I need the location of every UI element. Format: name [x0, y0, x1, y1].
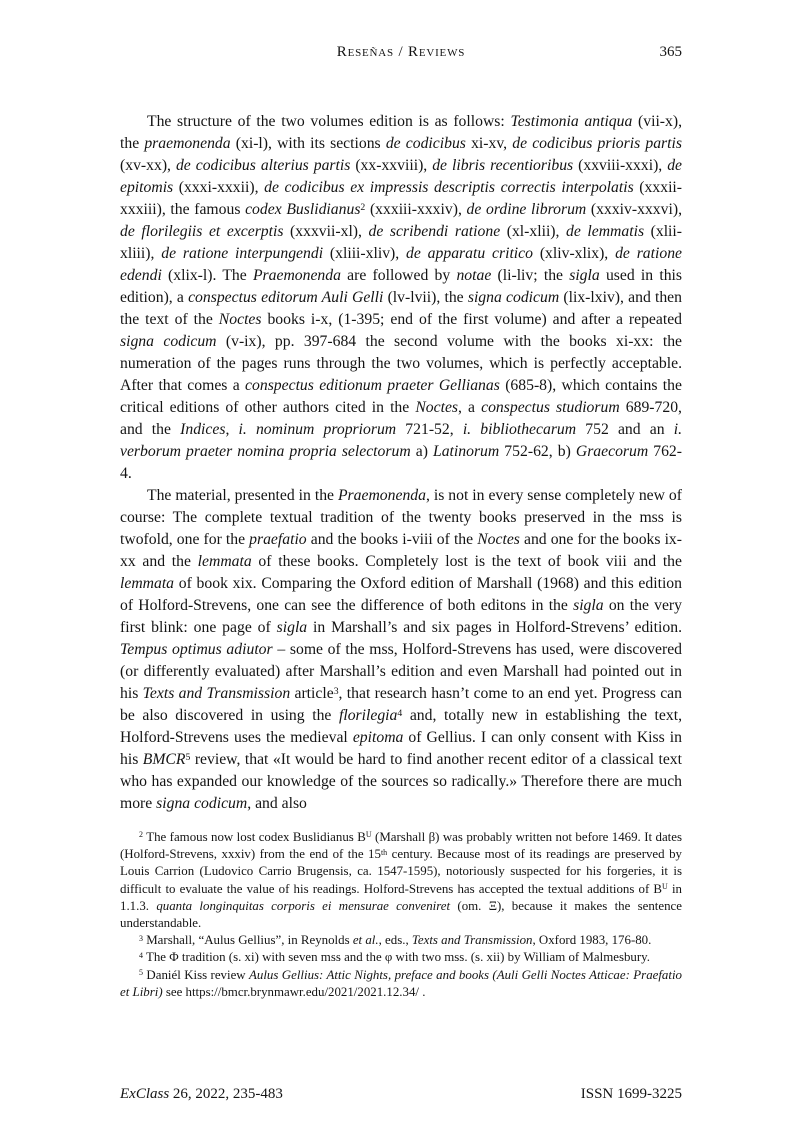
text-segment: and, totally new in establishing the text, Holford-Strevens uses the medieval [120, 707, 682, 746]
text-segment: , Oxford 1983, 176-80. [532, 933, 652, 948]
text-segment: review, that «It would be hard to find another recent editor of a classical text who has expanded our knowledge of the sources so radically.» Therefore there are much more [120, 751, 682, 812]
text-segment: BMCR [142, 751, 186, 768]
page-footer [120, 1086, 682, 1103]
text-segment: praemonenda [144, 135, 231, 152]
footnotes-section [120, 829, 682, 1001]
text-segment: (lix-lxiv), and then the text of the [120, 289, 682, 328]
issn-number: ISSN 1699-3225 [580, 1086, 682, 1102]
text-segment: (xv-xx), [120, 157, 176, 174]
text-segment: sigla [276, 619, 308, 636]
text-segment: , and also [247, 795, 307, 812]
text-segment: (xxxii-xxxiii), the famous [120, 179, 683, 218]
text-segment: 26, 2022, 235-483 [169, 1086, 283, 1102]
body-paragraph-2 [120, 485, 682, 815]
text-segment: Indices [180, 421, 226, 438]
text-segment: sigla [569, 267, 600, 284]
text-segment: are followed by [340, 267, 457, 284]
text-segment: xi-xv, [465, 135, 513, 152]
text-segment: Noctes [218, 311, 262, 328]
text-segment: see [162, 984, 186, 999]
text-segment: (xl-xlii), [500, 223, 567, 240]
text-segment: epitoma [352, 729, 404, 746]
text-segment: signa codicum [156, 795, 248, 812]
text-segment: The structure of the two volumes edition is as follows: [147, 113, 511, 130]
journal-reference [120, 1086, 283, 1103]
body-paragraph-1 [120, 111, 682, 485]
review-body [120, 111, 682, 815]
text-segment: , is not in every sense completely new of course: The complete textual tradition of the twenty books preserved in the mss is twofold, one for the [120, 487, 682, 548]
text-segment: Testimonia antiqua [510, 113, 633, 130]
text-segment: Latinorum [432, 443, 500, 460]
text-segment: conspectus editionum praeter Gellianas [245, 377, 500, 394]
text-segment: praefatio [249, 531, 307, 548]
text-segment: 752-62, b) [499, 443, 576, 460]
text-segment: signa codicum [467, 289, 560, 306]
text-segment: (xliv-xlix), [532, 245, 616, 262]
text-segment: century. Because most of its readings are preserved by Louis Carrion (Ludovico Carrio Brugensis, ca. 1547-1595), notoriously suspected for his forgeries, it is difficult to evaluate the value of his readings. Holford-Strevens has accepted the textual additions of B [120, 847, 682, 896]
text-segment: (xxxiii-xxxiv), [365, 201, 467, 218]
text-segment: de florilegiis et excerptis [120, 223, 284, 240]
footnote-5 [120, 967, 682, 1001]
text-segment: (xlii-xliii), [120, 223, 683, 262]
text-segment: in Marshall’s and six pages in Holford-Strevens’ edition. [307, 619, 682, 636]
page-number: 365 [659, 44, 682, 60]
text-segment: , [225, 421, 239, 438]
superscript-text: U [662, 882, 668, 892]
text-segment: The famous now lost codex Buslidianus B [143, 830, 366, 844]
text-segment: books i-x, (1-395; end of the first volume) and after a repeated [261, 311, 682, 328]
text-segment: de apparatu critico [406, 245, 533, 262]
footnote-number: 4 [139, 950, 143, 960]
text-segment: on the very first blink: one page of [120, 597, 682, 636]
footnote-3 [120, 932, 682, 949]
text-segment: Aulus Gellius: Attic Nights, preface and books (Auli Gelli Noctes Atticae: Praefatio et Libri) [120, 967, 682, 999]
text-segment: – some of the mss, Holford-Strevens has used, were discovered (or differently evaluated) after Marshall’s edition and even Marshall had pointed out in his [120, 641, 683, 702]
text-segment: i. verborum praeter nomina propria selectorum [120, 421, 682, 460]
text-segment: 689-720, and the [120, 399, 682, 438]
text-segment: de ratione edendi [120, 245, 683, 284]
text-segment: conspectus editorum Auli Gelli [188, 289, 384, 306]
text-segment: 752 and an [576, 421, 674, 438]
running-title: Reseñas / Reviews [336, 44, 466, 60]
text-segment: (xx-xxviii), [350, 157, 433, 174]
footnote-url: https://bmcr.brynmawr.edu/2021/2021.12.34/ [185, 984, 419, 999]
text-segment: lemmata [120, 575, 175, 592]
text-segment: Graecorum [575, 443, 649, 460]
text-segment: (v-ix), pp. 397-684 the second volume with the books xi-xx: the numeration of the pages runs through the two volumes, which is perfectly acceptable. After that comes a [120, 333, 683, 394]
text-segment: i. bibliothecarum [462, 421, 577, 438]
text-segment: de libris recentioribus [432, 157, 574, 174]
text-segment: de ratione interpungendi [161, 245, 324, 262]
footnote-number: 5 [139, 968, 143, 978]
footnote-2 [120, 829, 682, 932]
page-header [120, 44, 682, 64]
text-segment: i. nominum propriorum [238, 421, 397, 438]
text-segment: The Φ tradition (s. xi) with seven mss and the φ with two mss. (s. xii) by William of Malmesbury. [143, 950, 650, 965]
superscript-text: U [365, 830, 372, 840]
footnote-ref-5: 5 [185, 751, 191, 763]
footnote-number: 2 [139, 830, 143, 840]
text-segment: (lv-lvii), the [383, 289, 468, 306]
text-segment: (xliii-xliv), [323, 245, 407, 262]
text-segment: and the books i-viii of the [306, 531, 478, 548]
text-segment: (xlix-l). The [161, 267, 253, 284]
footnote-ref-3: 3 [333, 685, 339, 697]
text-segment: a) [410, 443, 433, 460]
text-segment: signa codicum [120, 333, 217, 350]
text-segment: quanta longinquitas corporis ei mensurae conveniret [156, 898, 451, 913]
text-segment: of these books. Completely lost is the text of book viii and the [251, 553, 682, 570]
text-segment: codex Buslidianus [245, 201, 361, 218]
text-segment: , that research hasn’t come to an end yet. Progress can be also discovered in using the [120, 685, 682, 724]
text-segment: de epitomis [120, 157, 683, 196]
text-segment: Tempus optimus adiutor [120, 641, 273, 658]
text-segment: de codicibus ex impressis descriptis correctis interpolatis [264, 179, 634, 196]
superscript-text: th [380, 847, 388, 857]
text-segment: de lemmatis [566, 223, 645, 240]
text-segment: Noctes [415, 399, 459, 416]
text-segment: , a [458, 399, 482, 416]
text-segment: lemmata [197, 553, 252, 570]
text-segment: used in this edition), a [120, 267, 683, 306]
text-segment: of Gellius. I can only consent with Kiss in his [120, 729, 682, 768]
text-segment: ExClass [120, 1086, 170, 1102]
text-segment: The material, presented in the [147, 487, 338, 504]
text-segment: conspectus studiorum [481, 399, 620, 416]
text-segment: , eds., [378, 933, 412, 948]
text-segment: (Marshall β) was probably written not before 1469. It dates (Holford-Strevens, xxxiv) from the end of the 15 [120, 830, 682, 862]
text-segment: (xxxiv-xxxvi), [586, 201, 682, 218]
text-segment: 721-52, [396, 421, 463, 438]
text-segment: (xxxi-xxxii), [173, 179, 265, 196]
text-segment: sigla [573, 597, 604, 614]
text-segment: article [290, 685, 334, 702]
text-segment: of book xix. Comparing the Oxford edition of Marshall (1968) and this edition of Holford-Strevens, one can see the difference of both editons in the [120, 575, 682, 614]
text-segment: Texts and Transmission [411, 933, 533, 948]
text-segment: (xxviii-xxxi), [573, 157, 668, 174]
text-segment: (xi-l), with its sections [230, 135, 386, 152]
text-segment: 762-4. [120, 443, 683, 482]
text-segment: Noctes [477, 531, 520, 548]
text-segment: . [418, 984, 426, 999]
text-segment: (xxxvii-xl), [283, 223, 369, 240]
footnote-4 [120, 949, 682, 966]
footnote-number: 3 [139, 933, 143, 943]
text-segment: de ordine librorum [466, 201, 587, 218]
text-segment: et al. [352, 933, 379, 948]
text-segment: (685-8), which contains the critical editions of other authors cited in the [120, 377, 682, 416]
text-segment: de codicibus alterius partis [175, 157, 351, 174]
text-segment: de scribendi ratione [368, 223, 501, 240]
text-segment: in 1.1.3. [120, 881, 683, 913]
text-segment: notae [456, 267, 492, 284]
text-segment: Marshall, “Aulus Gellius”, in Reynolds [143, 933, 353, 948]
footnote-ref-2: 2 [360, 201, 366, 213]
text-segment: Texts and Transmission [142, 685, 291, 702]
text-segment: and one for the books ix-xx and the [120, 531, 683, 570]
text-segment: florilegia [338, 707, 398, 724]
footnote-ref-4: 4 [397, 707, 403, 719]
text-segment: (om. Ξ), because it makes the sentence understandable. [120, 898, 682, 931]
text-segment: Praemonenda [337, 487, 426, 504]
text-segment: (vii-x), the [120, 113, 683, 152]
text-segment: de codicibus prioris partis [512, 135, 682, 152]
text-segment: de codicibus [385, 135, 466, 152]
text-segment: Daniél Kiss review [143, 967, 250, 982]
text-segment: (li-liv; the [491, 267, 570, 284]
text-segment: Praemonenda [252, 267, 341, 284]
